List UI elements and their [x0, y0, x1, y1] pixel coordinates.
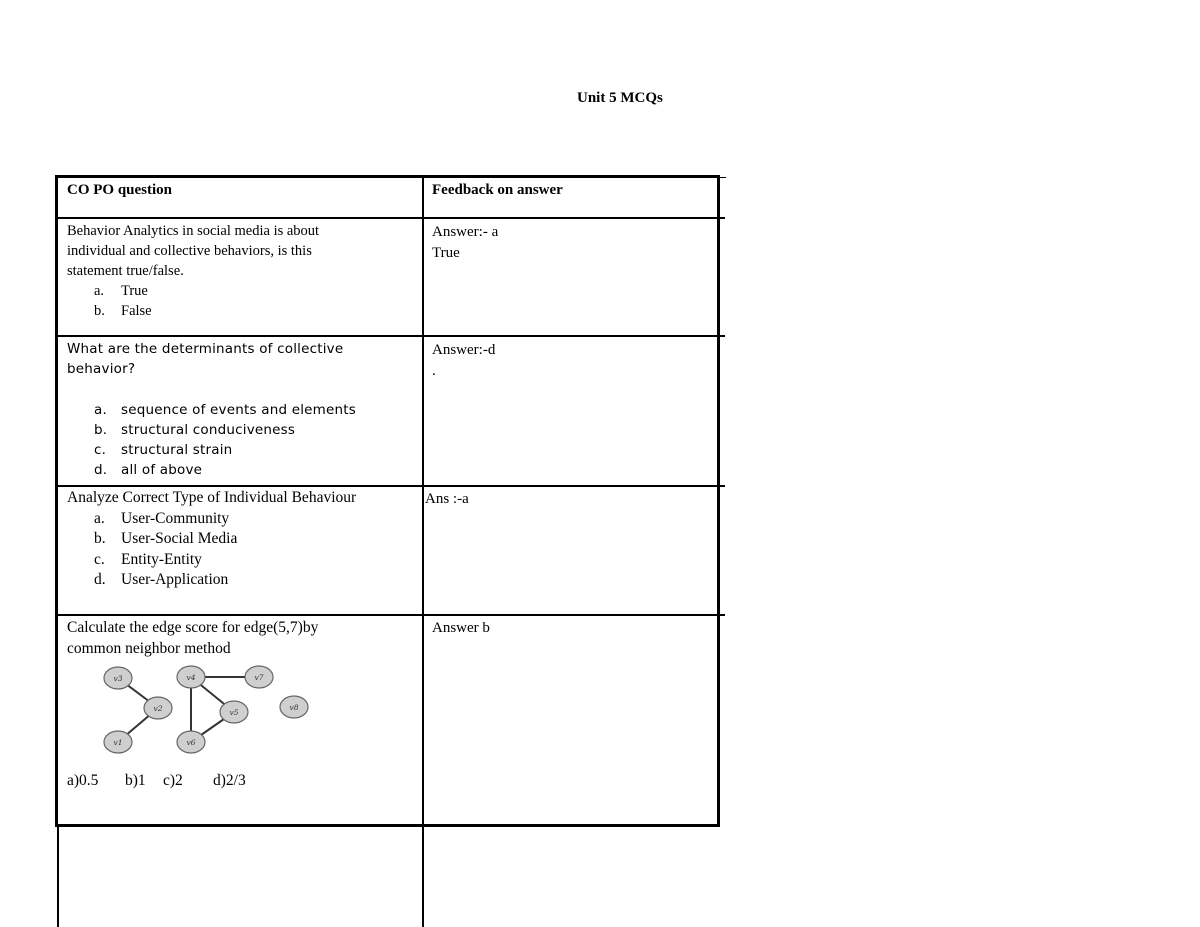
option-letter: b.: [94, 530, 106, 547]
option-text: all of above: [121, 462, 203, 478]
graph-node-label: v4: [186, 673, 196, 682]
option-text: User-Social Media: [121, 530, 238, 547]
question-4: [67, 618, 417, 659]
option-item: [67, 420, 417, 440]
choice-c: c)2: [163, 772, 183, 789]
option-letter: b.: [94, 422, 108, 438]
graph-node-label: v3: [113, 674, 123, 683]
graph-node-label: v5: [229, 708, 239, 717]
question-line: common neighbor method: [67, 639, 231, 657]
choice-b: b)1: [125, 772, 146, 789]
option-text: sequence of events and elements: [121, 402, 357, 418]
question-line: behavior?: [67, 361, 136, 377]
option-letter: c.: [94, 550, 105, 568]
option-text: User-Community: [121, 509, 230, 527]
option-text: User-Application: [121, 571, 229, 588]
option-item: [67, 509, 422, 530]
question-line: Behavior Analytics in social media is about: [67, 223, 320, 239]
option-letter: d.: [94, 571, 106, 588]
graph-node-label: v8: [289, 703, 299, 712]
answer-1: [432, 222, 498, 263]
answer-choices: [67, 771, 246, 792]
question-line: statement true/false.: [67, 263, 184, 279]
option-letter: b.: [94, 303, 105, 319]
option-text: structural conduciveness: [121, 422, 296, 438]
option-item: [67, 301, 417, 321]
answer-4: [432, 618, 490, 639]
header-question: CO PO question: [67, 182, 173, 198]
answer-line: True: [432, 244, 460, 261]
question-3: [67, 488, 422, 591]
question-line: What are the determinants of collective: [67, 341, 344, 357]
table-left-extension: [57, 826, 59, 927]
options-list: [67, 400, 417, 480]
page-title: Unit 5 MCQs: [577, 90, 663, 106]
question-line: individual and collective behaviors, is this: [67, 243, 312, 259]
answer-2: [432, 340, 495, 381]
header-feedback: Feedback on answer: [432, 182, 563, 198]
option-letter: a.: [94, 283, 105, 299]
choice-d: d)2/3: [213, 772, 246, 789]
graph-node-label: v2: [153, 704, 163, 713]
graph-node-label: v7: [254, 673, 264, 682]
option-letter: d.: [94, 462, 108, 478]
answer-line: Answer b: [432, 620, 490, 636]
row-divider: [57, 485, 725, 487]
question-2: [67, 339, 417, 480]
option-item: [67, 550, 422, 571]
graph-node-label: v6: [186, 738, 196, 747]
answer-line: Ans :-a: [425, 491, 469, 507]
choice-a: a)0.5: [67, 772, 99, 789]
option-item: [67, 460, 417, 480]
option-item: [67, 440, 417, 460]
option-item: [67, 529, 422, 550]
option-text: False: [121, 303, 152, 319]
answer-line: Answer:-d: [432, 342, 496, 358]
network-graph-figure: [95, 660, 325, 760]
options-list: [67, 509, 422, 591]
option-letter: a.: [94, 509, 105, 527]
question-line: Analyze Correct Type of Individual Behaviour: [67, 489, 357, 506]
question-1: [67, 221, 417, 321]
answer-line: Answer:- a: [432, 224, 499, 240]
options-list: [67, 281, 417, 321]
option-item: [67, 400, 417, 420]
graph-node-label: v1: [113, 738, 123, 747]
option-text: True: [121, 283, 148, 299]
question-line: Calculate the edge score for edge(5,7)by: [67, 619, 319, 636]
option-text: Entity-Entity: [121, 550, 202, 568]
row-divider: [57, 217, 725, 219]
option-item: [67, 281, 417, 301]
option-text: structural strain: [121, 442, 233, 458]
answer-3: [425, 489, 469, 510]
answer-line: .: [432, 362, 436, 379]
column-divider: [422, 175, 424, 927]
row-divider: [57, 614, 725, 616]
edge-tick: [718, 177, 726, 178]
option-item: [67, 570, 422, 591]
row-divider: [57, 335, 725, 337]
option-letter: c.: [94, 442, 107, 458]
option-letter: a.: [94, 402, 107, 418]
